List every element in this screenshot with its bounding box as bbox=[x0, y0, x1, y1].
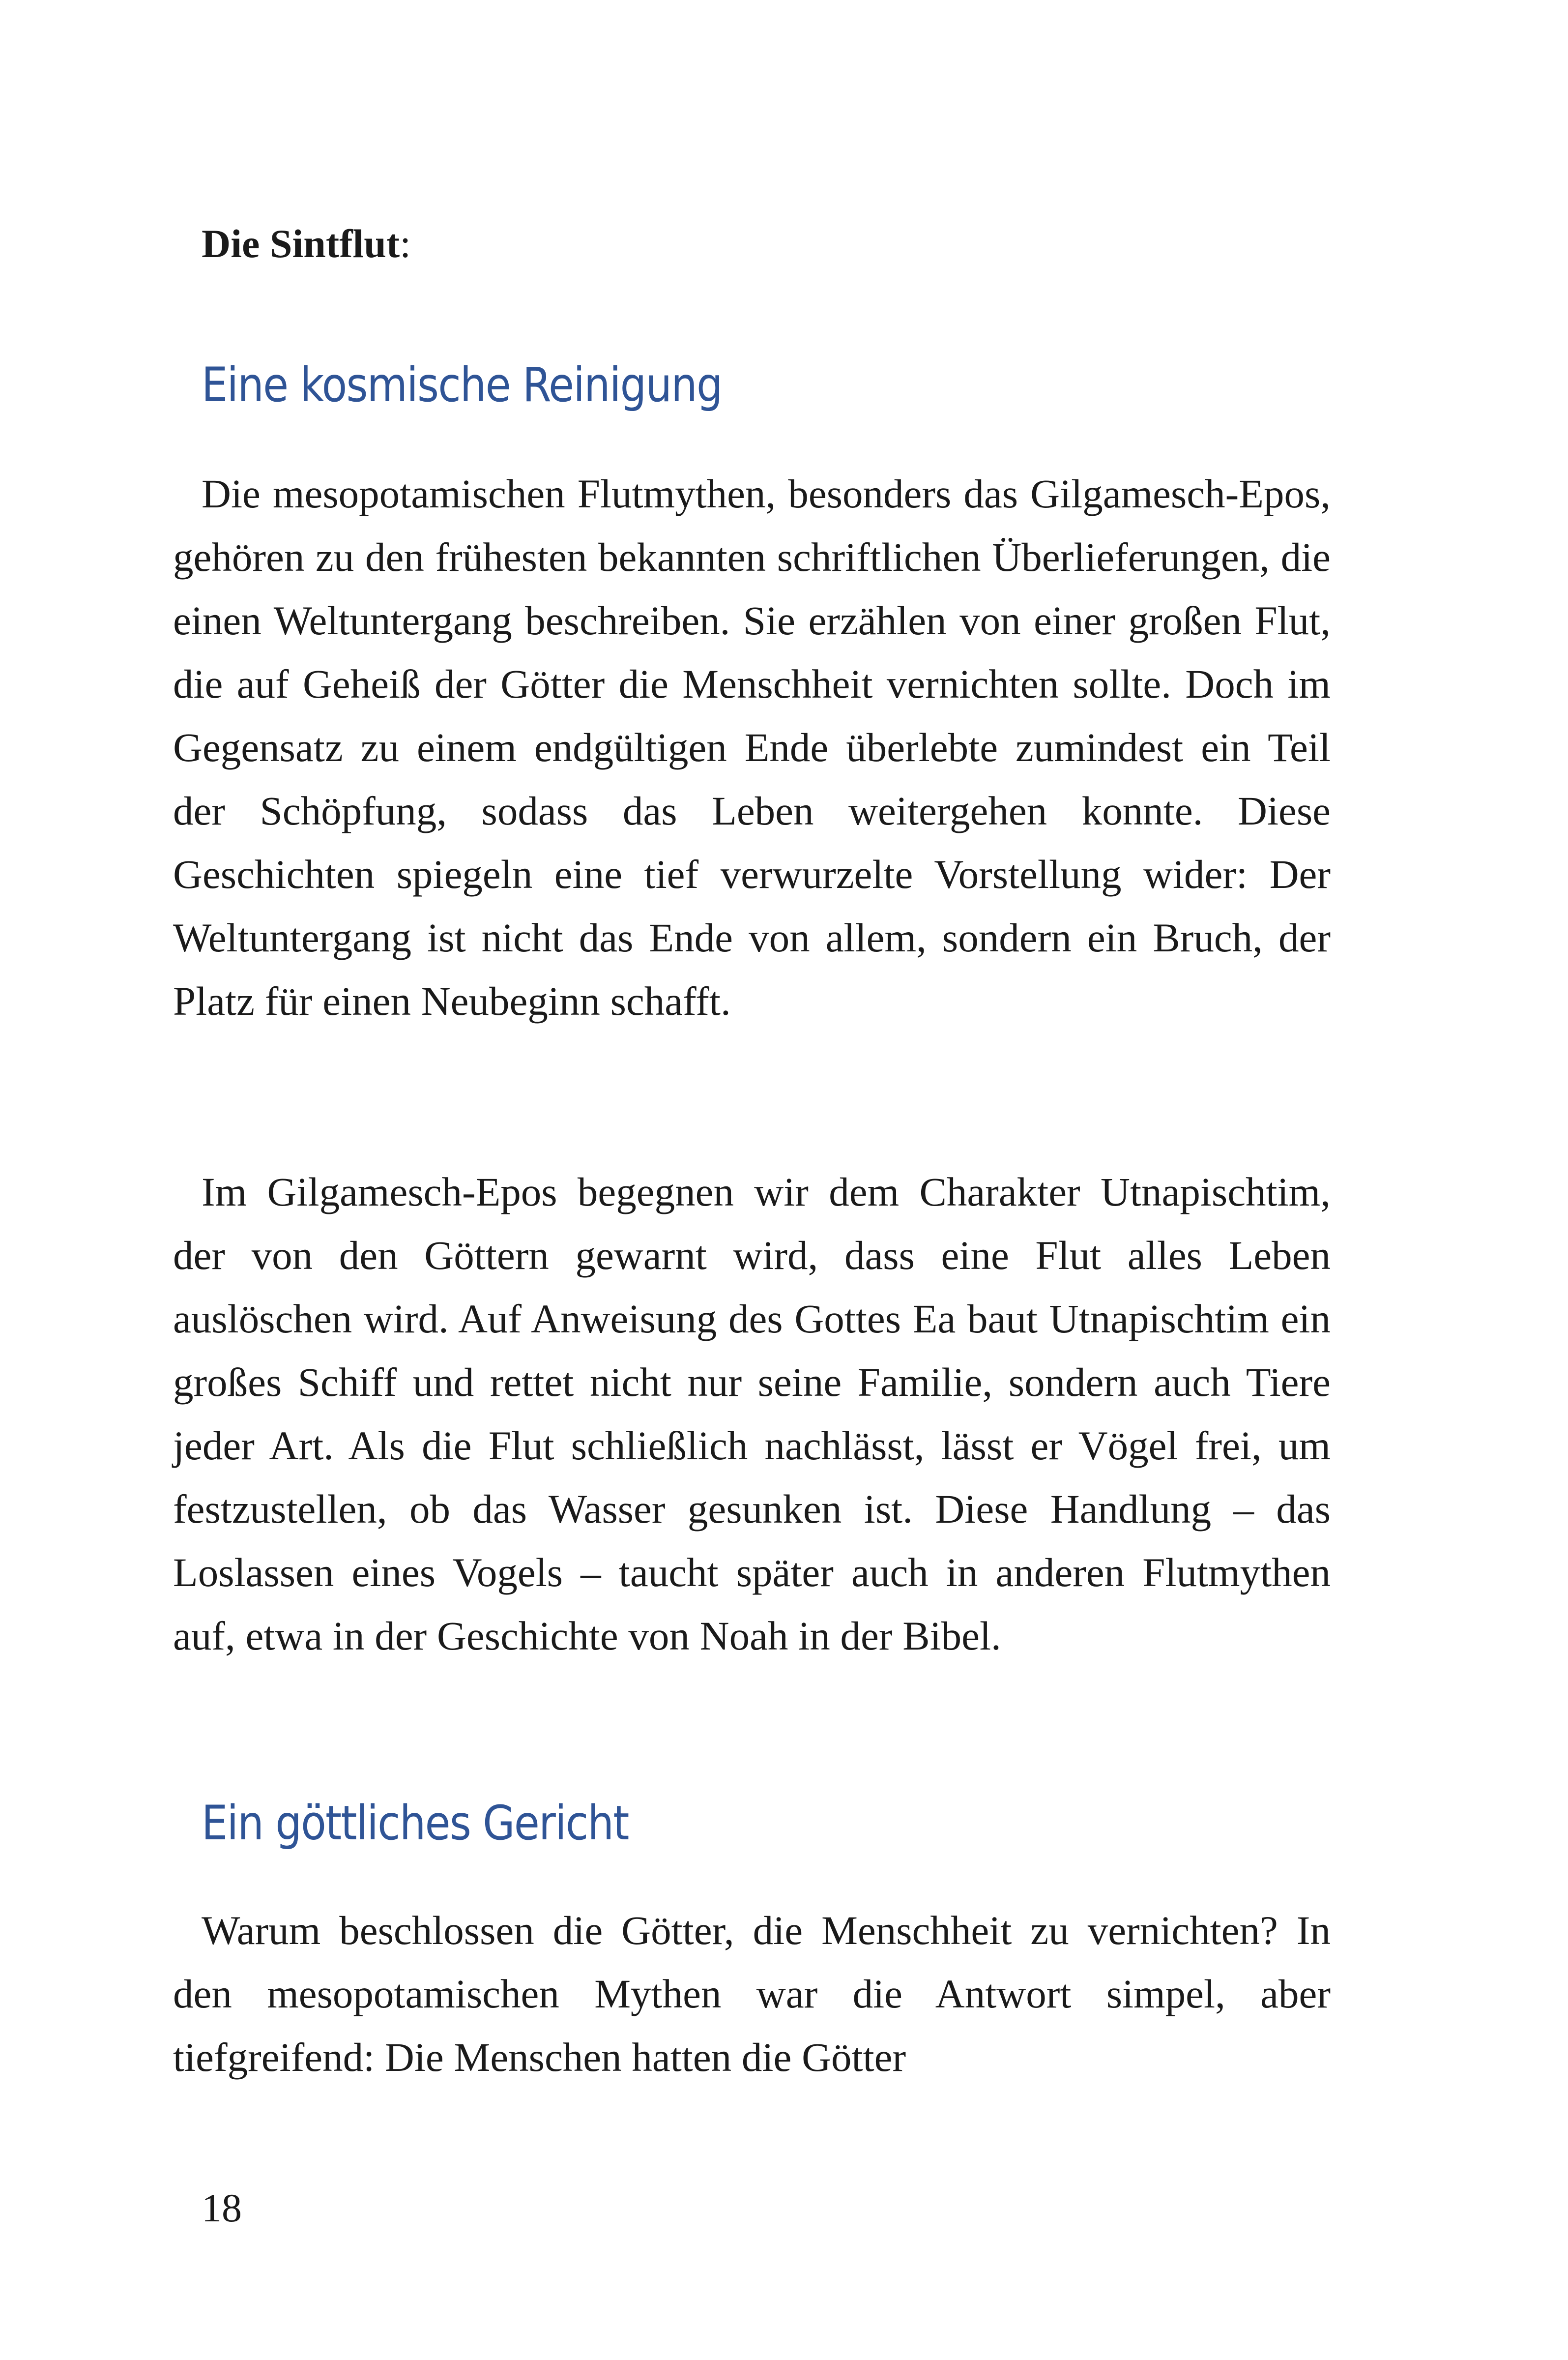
paragraph-3: Warum beschlossen die Götter, die Menschheit zu vernichten? In den mesopotamischen Mythen war die Antwort simpel, aber tiefgreifend: Die Menschen hatten die Götter bbox=[173, 1908, 1331, 2080]
paragraph-1: Die mesopotamischen Flutmythen, besonders das Gilgamesch-Epos, gehören zu den frühesten bekannten schriftlichen Überlieferungen, die einen Weltuntergang beschreiben. Sie erzählen von einer großen Flut, die auf Geheiß der Götter die Menschheit vernichten sollte. Doch im Gegensatz zu einem endgültigen Ende überlebte zumindest ein Teil der Schöpfung, sodass das Leben weitergehen konnte. Diese Geschichten spiegeln eine tief verwurzelte Vorstellung wider: Der Weltuntergang ist nicht das Ende von allem, sondern ein Bruch, der Platz für einen Neubeginn schafft. bbox=[173, 471, 1331, 1024]
page-number: 18 bbox=[202, 2185, 242, 2230]
heading-goettliches-gericht: Ein göttliches Gericht bbox=[202, 1796, 629, 1851]
paragraph-2: Im Gilgamesch-Epos begegnen wir dem Charakter Utnapischtim, der von den Göttern gewarnt wird, dass eine Flut alles Leben auslöschen wird. Auf Anweisung des Gottes Ea baut Utnapischtim ein großes Schiff und rettet nicht nur seine Familie, sondern auch Tiere jeder Art. Als die Flut schließlich nachlässt, lässt er Vögel frei, um festzustellen, ob das Wasser gesunken ist. Diese Handlung – das Loslassen eines Vogels – taucht später auch in anderen Flutmythen auf, etwa in der Geschichte von Noah in der Bibel. bbox=[173, 1169, 1331, 1658]
section-label bbox=[202, 221, 411, 266]
section-label-colon: : bbox=[400, 221, 411, 266]
section-label-bold: Die Sintflut bbox=[202, 221, 400, 266]
heading-kosmische-reinigung: Eine kosmische Reinigung bbox=[202, 357, 722, 413]
